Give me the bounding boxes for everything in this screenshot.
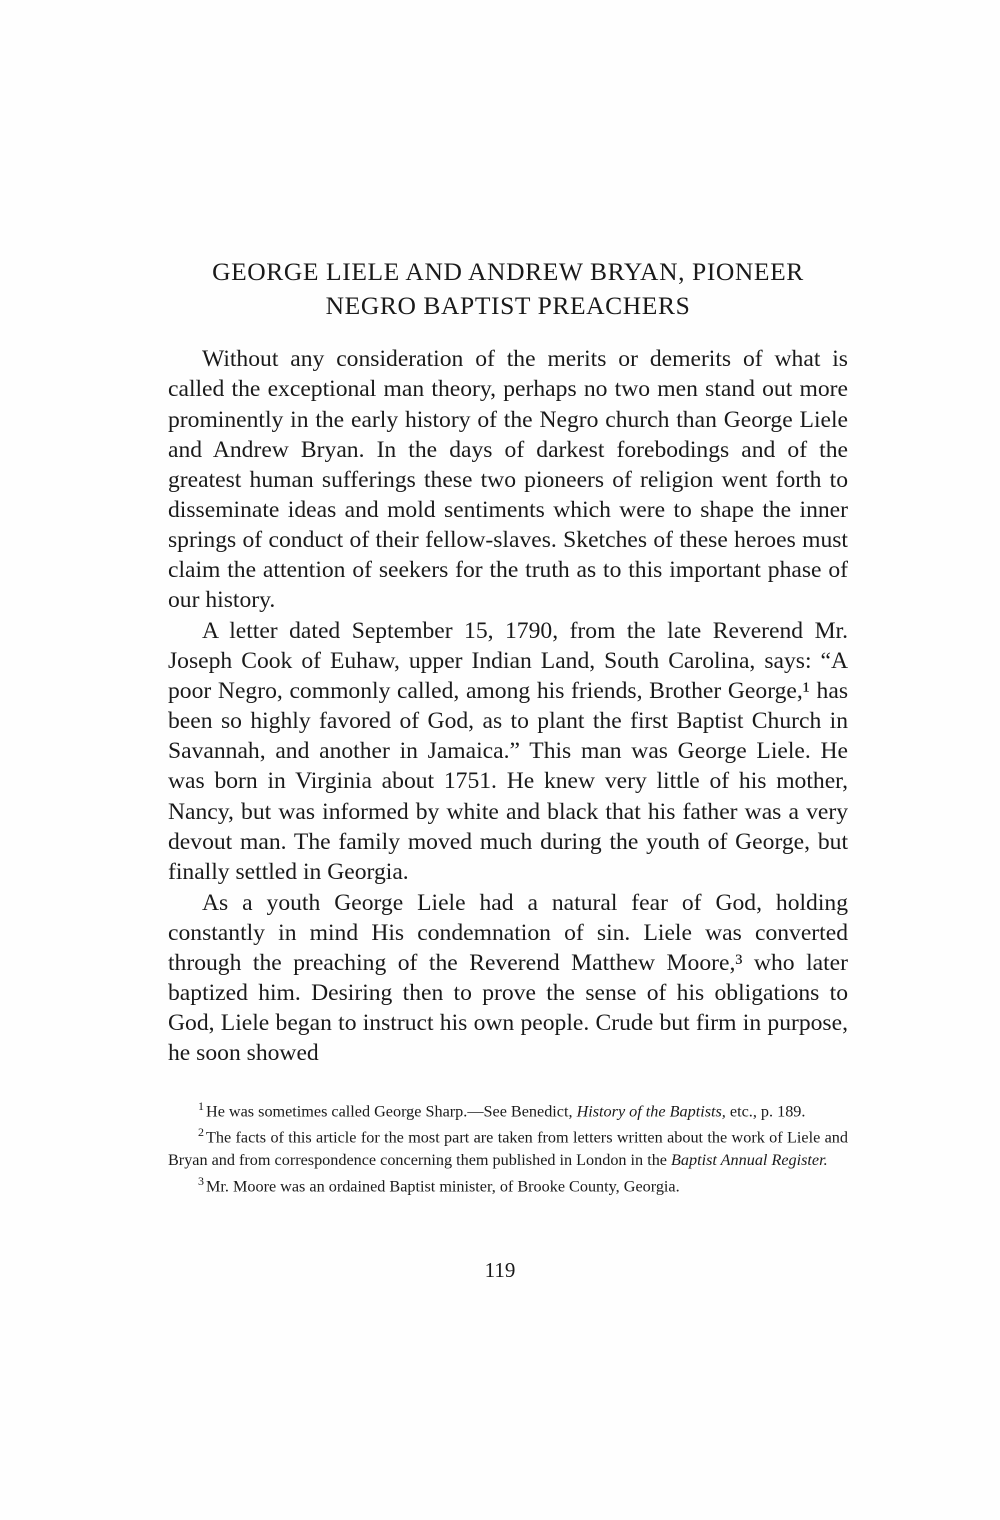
footnote-marker-2: 2 <box>198 1125 204 1140</box>
page-title <box>168 255 848 322</box>
page-title-line-1: GEORGE LIELE AND ANDREW BRYAN, PIONEER <box>212 257 804 287</box>
paragraph-3: As a youth George Liele had a natural fear of God, holding constantly in mind His condemnation of sin. Liele was converted through the preaching of the Reverend Matthew Moore,³ who later baptized him. Desiring then to prove the sense of his obligations to God, Liele began to instruct his own people. Crude but firm in purpose, he soon showed <box>168 889 848 1067</box>
footnote-1 <box>168 1098 848 1122</box>
footnote-marker-1: 1 <box>198 1099 204 1113</box>
footnote-text-3a: Mr. Moore was an ordained Baptist minister, of Brooke County, Georgia. <box>206 1177 680 1196</box>
footnote-marker-3: 3 <box>198 1173 204 1188</box>
page-number: 119 <box>484 1258 516 1282</box>
article-body <box>168 238 848 1068</box>
footnote-italic-2: Baptist Annual Register. <box>671 1150 828 1169</box>
page-title-line-2: NEGRO BAPTIST PREACHERS <box>325 290 691 320</box>
footnote-3 <box>168 1173 848 1197</box>
footnote-text-1b: etc., p. 189. <box>725 1102 806 1121</box>
footnote-section <box>168 1098 848 1199</box>
footnote-italic-1: History of the Baptists, <box>576 1102 726 1121</box>
paragraph-2: A letter dated September 15, 1790, from the late Reverend Mr. Joseph Cook of Euhaw, upper Indian Land, South Carolina, says: “A poor Negro, commonly called, among his friends, Brother George,¹ has been so highly favored of God, as to plant the first Baptist Church in Savannah, and another in Jamaica.” This man was George Liele. He was born in Virginia about 1751. He knew very little of his mother, Nancy, but was informed by white and black that his father was a very devout man. The family moved much during the youth of George, but finally settled in Georgia. <box>168 618 848 885</box>
paragraph-1: Without any consideration of the merits or demerits of what is called the exceptional man theory, perhaps no two men stand out more prominently in the early history of the Negro church than George Liele and Andrew Bryan. In the days of darkest forebodings and of the greatest human sufferings these two pioneers of religion went forth to disseminate ideas and mold sentiments which were to shape the inner springs of conduct of their fellow-slaves. Sketches of these heroes must claim the attention of seekers for the truth as to this important phase of our history. <box>168 346 848 614</box>
footnote-2 <box>168 1124 848 1170</box>
footnote-text-1a: He was sometimes called George Sharp.—See Benedict, <box>206 1102 577 1121</box>
footnote-text-2a: The facts of this article for the most part are taken from letters written about the work of Liele and Bryan and from correspondence concerning them published in London in the <box>168 1128 848 1169</box>
